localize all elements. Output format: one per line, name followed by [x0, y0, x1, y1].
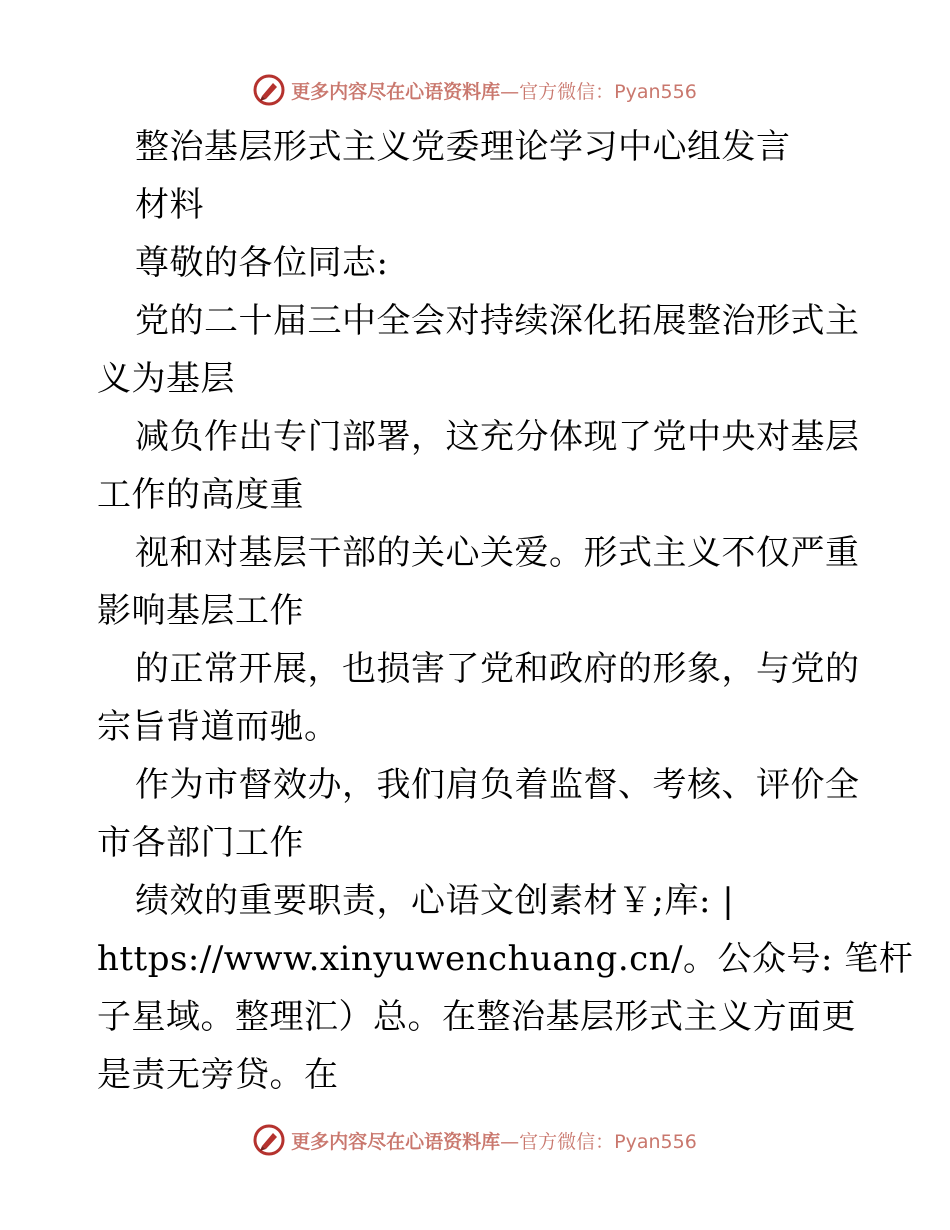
paragraph-line: 作为市督效办，我们肩负着监督、考核、评价全: [135, 765, 860, 805]
header-banner: [0, 70, 950, 110]
banner-wechat: —官方微信：Pyan556: [500, 1130, 697, 1153]
pen-logo-icon: [253, 74, 285, 106]
banner-title: 更多内容尽在心语资料库: [291, 1130, 501, 1153]
paragraph-line: 绩效的重要职责，心语文创素材￥;库: |: [135, 881, 735, 921]
salutation: 尊敬的各位同志:: [135, 243, 389, 283]
paragraph-line: 宗旨背道而驰。: [97, 707, 339, 747]
paragraph-line: 减负作出专门部署，这充分体现了党中央对基层: [135, 417, 860, 457]
paragraph-line: 影响基层工作: [97, 591, 304, 631]
document-body: [97, 118, 914, 1104]
paragraph-line: 的正常开展，也损害了党和政府的形象，与党的: [135, 649, 860, 689]
paragraph-line: 市各部门工作: [97, 823, 304, 863]
paragraph-line: 义为基层: [97, 359, 235, 399]
paragraph-line: 视和对基层干部的关心关爱。形式主义不仅严重: [135, 533, 860, 573]
document-title-line: 材料: [135, 185, 204, 225]
banner-title: 更多内容尽在心语资料库: [291, 80, 501, 103]
banner-wechat: —官方微信：Pyan556: [500, 80, 697, 103]
paragraph-line: 党的二十届三中全会对持续深化拓展整治形式主: [135, 301, 860, 341]
paragraph-line: 是责无旁贷。在: [97, 1055, 339, 1095]
paragraph-line: 子星域。整理汇）总。在整治基层形式主义方面更: [97, 997, 856, 1037]
pen-logo-icon: [253, 1124, 285, 1156]
footer-banner: [0, 1120, 950, 1160]
document-title-line: 整治基层形式主义党委理论学习中心组发言: [135, 127, 791, 167]
paragraph-line: https://www.xinyuwenchuang.cn/。公众号: 笔杆: [97, 939, 914, 979]
paragraph-line: 工作的高度重: [97, 475, 304, 515]
